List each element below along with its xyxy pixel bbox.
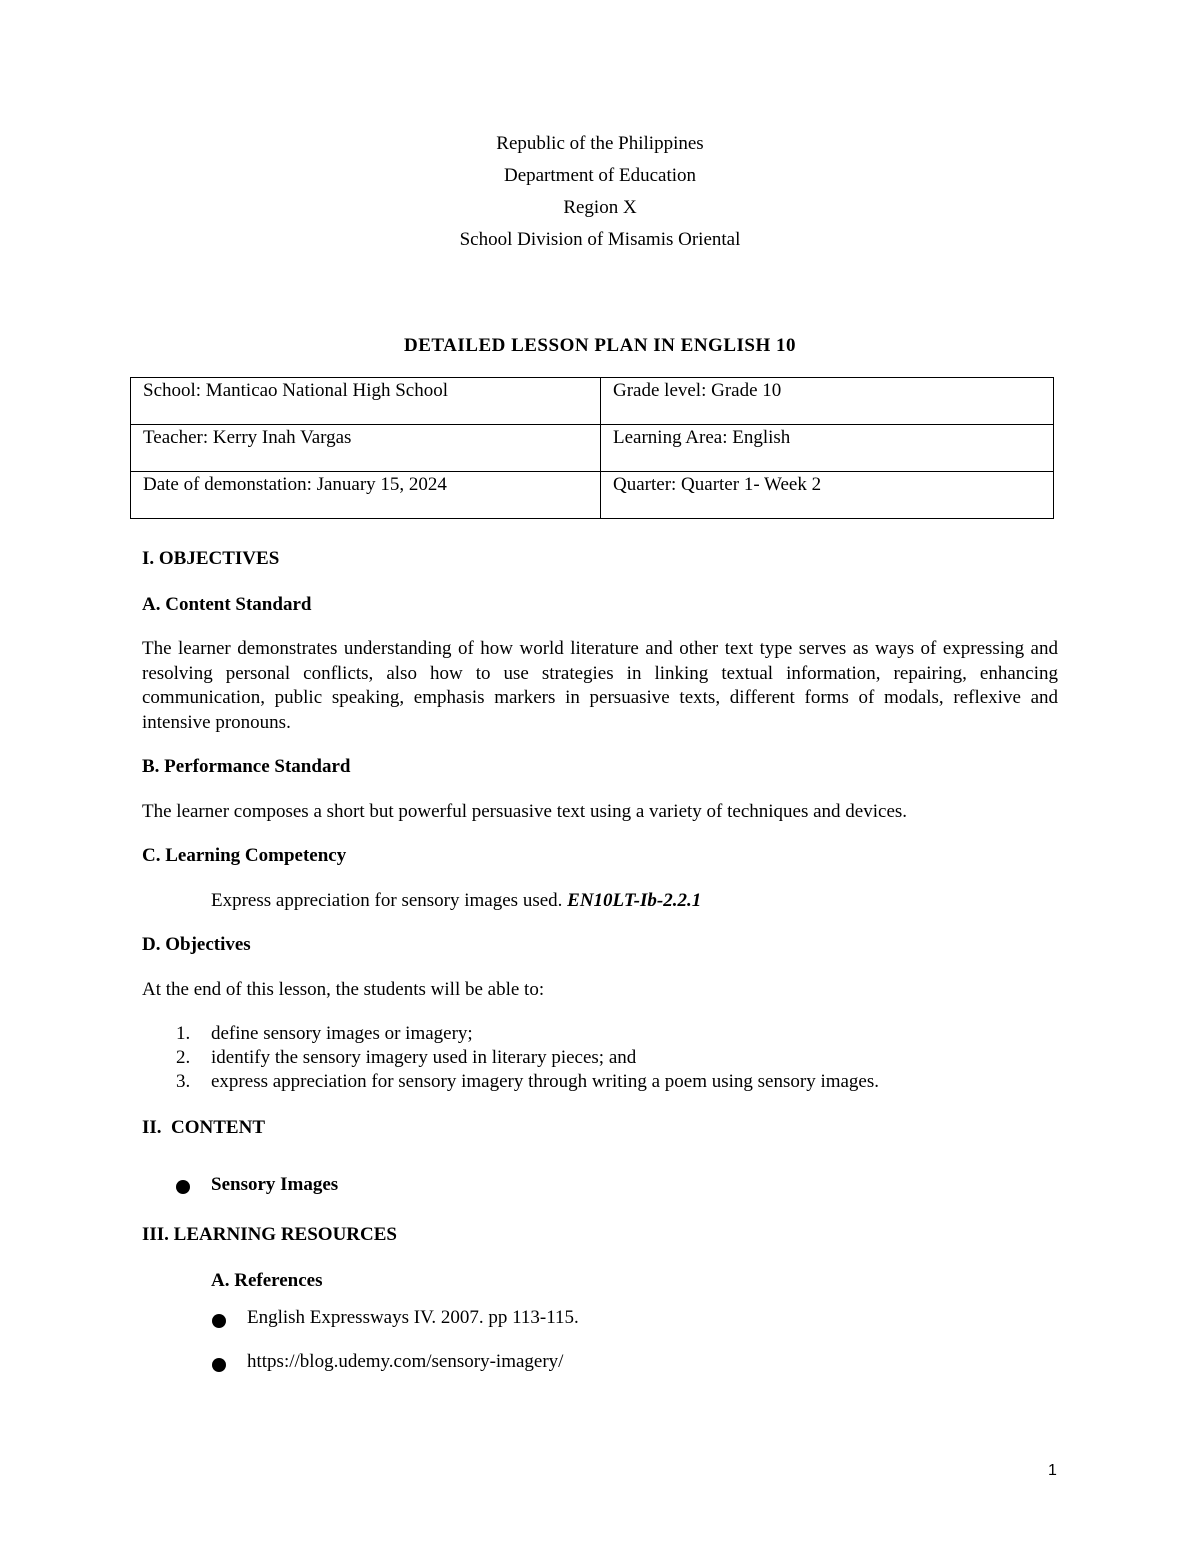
header-republic: Republic of the Philippines [496,133,704,154]
table-row [131,425,1054,472]
table-row [131,472,1054,519]
list-item [176,1047,190,1069]
list-item-number: 1. [176,1023,191,1044]
date-cell: Date of demonstation: January 15, 2024 [131,472,601,519]
reference-item: English Expressways IV. 2007. pp 113-115. [247,1307,579,1328]
learning-competency-heading: C. Learning Competency [142,845,347,866]
list-item-text: express appreciation for sensory imagery through writing a poem using sensory images. [211,1071,880,1092]
bullet-icon [212,1356,226,1378]
list-item-number: 3. [176,1071,191,1092]
list-item-text: define sensory images or imagery; [211,1023,473,1044]
references-heading: A. References [211,1270,323,1291]
document-title: DETAILED LESSON PLAN IN ENGLISH 10 [404,335,796,356]
quarter-cell: Quarter: Quarter 1- Week 2 [601,472,1054,519]
performance-standard-text: The learner composes a short but powerful persuasive text using a variety of techniques and devices. [142,801,908,822]
objectives-heading: I. OBJECTIVES [142,548,280,569]
header-region: Region X [563,197,637,218]
objectives-intro: At the end of this lesson, the students will be able to: [142,979,545,1000]
info-table [130,377,1054,519]
bullet-icon [212,1312,226,1334]
content-heading: II. CONTENT [142,1117,265,1138]
list-item-text: identify the sensory imagery used in literary pieces; and [211,1047,637,1068]
table-row [131,378,1054,425]
reference-link[interactable]: https://blog.udemy.com/sensory-imagery/ [247,1351,564,1372]
list-item [176,1023,190,1045]
content-item: Sensory Images [211,1174,339,1195]
content-standard-heading: A. Content Standard [142,594,312,615]
learning-competency-code: EN10LT-Ib-2.2.1 [567,890,702,911]
objectives-subheading: D. Objectives [142,934,251,955]
grade-level-cell: Grade level: Grade 10 [601,378,1054,425]
learning-competency-text: Express appreciation for sensory images used. [211,890,563,911]
performance-standard-heading: B. Performance Standard [142,756,351,777]
resources-heading: III. LEARNING RESOURCES [142,1224,397,1245]
content-standard-text: The learner demonstrates understanding of how world literature and other text type serves as ways of expressing and resolving personal conflicts, also how to use strategies in linking textual information, repairing, enhancing communication, public speaking, emphasis markers in persuasive texts, different forms of modals, reflexive and intensive pronouns. [142,638,1058,733]
learning-competency-line [211,890,701,912]
page-number: 1 [1048,1462,1057,1479]
learning-area-cell: Learning Area: English [601,425,1054,472]
header-department: Department of Education [503,165,697,186]
school-cell: School: Manticao National High School [131,378,601,425]
list-item-number: 2. [176,1047,191,1068]
bullet-icon [176,1178,190,1200]
list-item [176,1071,190,1093]
teacher-cell: Teacher: Kerry Inah Vargas [131,425,601,472]
header-division: School Division of Misamis Oriental [459,229,741,250]
